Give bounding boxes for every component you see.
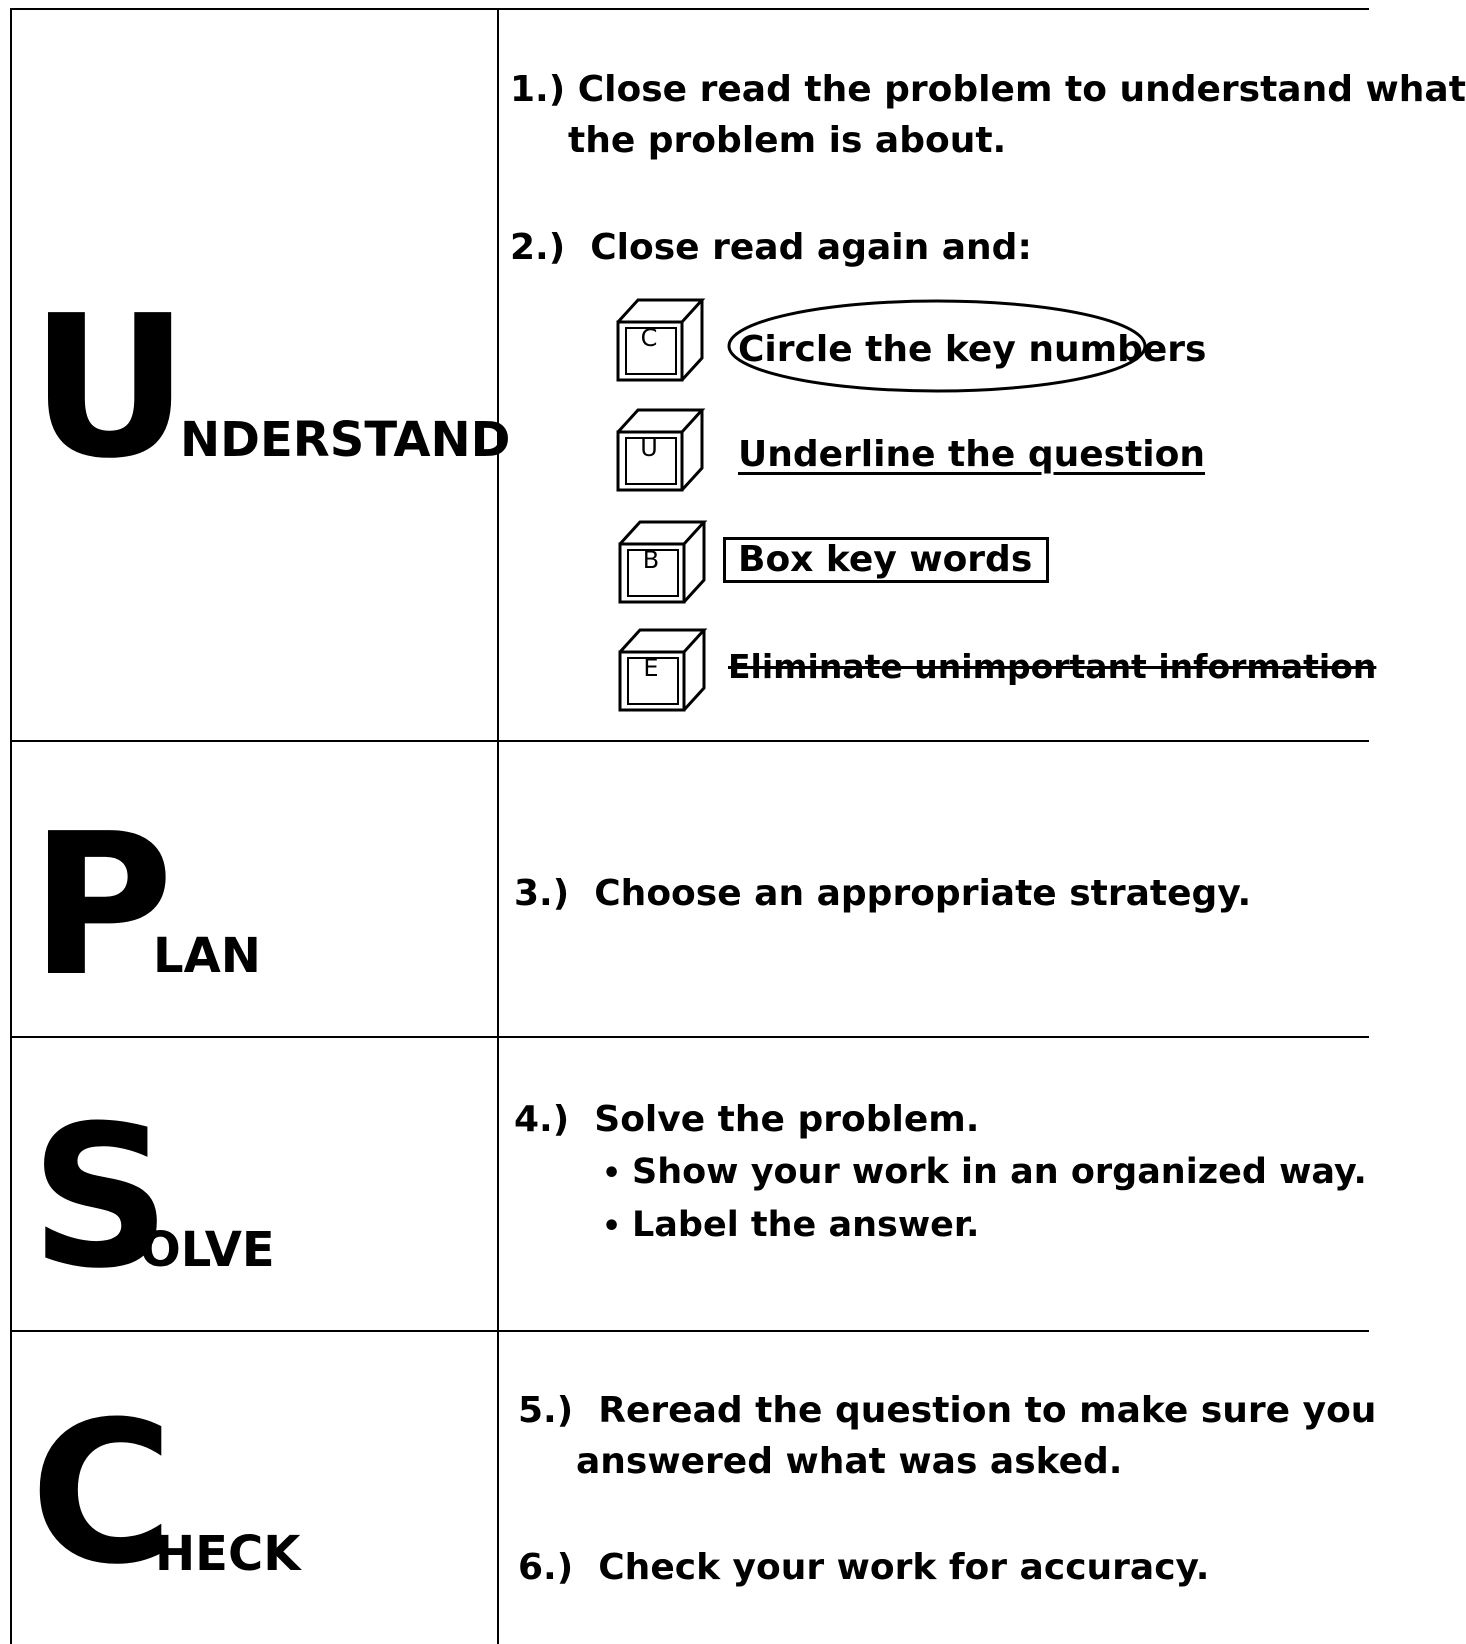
step-number: 5.)	[518, 1390, 574, 1431]
step-number: 1.)	[510, 69, 566, 110]
step-1-line-1: Close read the problem to understand what	[577, 69, 1466, 110]
table-column-divider	[497, 8, 499, 1644]
step-number: 4.)	[514, 1099, 570, 1140]
list-item	[602, 1199, 1367, 1252]
row-divider-understand-plan	[10, 740, 1369, 742]
cube-e-icon	[618, 624, 706, 714]
cube-u-label: Underline the question	[738, 434, 1205, 475]
cube-letter: U	[640, 434, 658, 462]
step-2-label: Close read again and:	[590, 227, 1032, 268]
step-4-label: Solve the problem.	[594, 1099, 980, 1140]
cube-letter: E	[643, 654, 659, 682]
bullet-text: Label the answer.	[632, 1204, 980, 1245]
cube-letter: C	[640, 324, 658, 352]
step-number: 2.)	[510, 227, 566, 268]
step-3-label: Choose an appropriate strategy.	[594, 873, 1252, 914]
step-5-line-2: answered what was asked.	[576, 1441, 1123, 1483]
cube-c-label: Circle the key numbers	[738, 329, 1207, 370]
step-5-line-1: Reread the question to make sure you	[598, 1390, 1377, 1431]
step-4-text	[514, 1094, 979, 1145]
step-number: 3.)	[514, 873, 570, 914]
row-divider-plan-solve	[10, 1036, 1369, 1038]
cube-letter: B	[642, 546, 660, 574]
bullet-text: Show your work in an organized way.	[632, 1152, 1367, 1192]
table-left-border	[10, 8, 12, 1644]
cube-e-label: Eliminate unimportant information	[728, 647, 1377, 686]
step-1-text	[510, 64, 1466, 166]
list-item	[602, 1146, 1367, 1199]
step-2-text	[510, 222, 1032, 273]
solve-initial-letter: S	[30, 1084, 172, 1312]
bullet-icon: •	[602, 1156, 622, 1191]
plan-rest-word: LAN	[153, 928, 261, 984]
solve-rest-word: OLVE	[140, 1222, 275, 1278]
step-4-bullet-list	[602, 1146, 1367, 1251]
cube-u-icon	[616, 404, 704, 494]
cube-c-icon	[616, 294, 704, 384]
check-initial-letter: C	[30, 1380, 174, 1608]
bullet-icon: •	[602, 1208, 622, 1244]
understand-rest-word: NDERSTAND	[180, 412, 511, 468]
cube-b-icon	[618, 516, 706, 606]
cube-b-label: Box key words	[728, 542, 1044, 578]
step-3-text	[514, 868, 1251, 919]
check-rest-word: HECK	[155, 1526, 301, 1582]
table-top-border	[10, 8, 1369, 10]
plan-initial-letter: P	[30, 792, 174, 1020]
step-5-text	[518, 1385, 1376, 1487]
step-6-text	[518, 1542, 1209, 1593]
step-number: 6.)	[518, 1547, 574, 1588]
row-divider-solve-check	[10, 1330, 1369, 1332]
step-1-line-2: the problem is about.	[568, 120, 1007, 162]
step-6-label: Check your work for accuracy.	[598, 1547, 1210, 1588]
understand-initial-letter: U	[30, 274, 190, 502]
